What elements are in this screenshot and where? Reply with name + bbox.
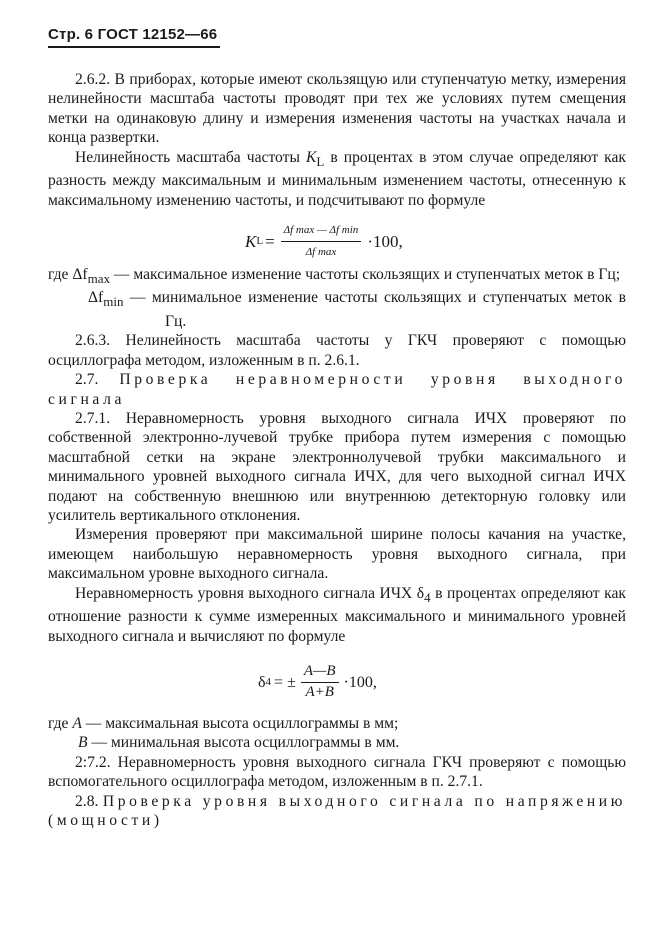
paragraph-nonlinearity-definition [48, 148, 626, 210]
def-a-symbol: A [72, 715, 82, 732]
section-2-7-title: Проверка неравномерности уровня выходного сигнала [48, 371, 626, 408]
formula-delta4-expression [258, 662, 377, 703]
formula-kl-denominator: Δf max [305, 246, 337, 259]
formula-kl-fraction [281, 221, 362, 263]
def-fmax-text: — максимальное изменение частоты скользящих и ступенчатых меток в Гц; [109, 265, 621, 283]
def-fmax-lead: где Δf [48, 265, 88, 283]
paragraph-2-6-3: 2.6.3. Нелинейность масштаба частоты у ГКЧ проверяют с помощью осциллографа методом, изложенным в п. 2.6.1. [48, 332, 626, 369]
formula-kl [48, 215, 626, 265]
page-header: Стр. 6 ГОСТ 12152—66 [48, 26, 218, 43]
def-fmin-lead: Δf [88, 289, 104, 307]
def-a-lead: где [48, 715, 73, 732]
formula-delta4-lhs: δ [258, 673, 266, 691]
def-a-text: — максимальная высота осциллограммы в мм; [81, 715, 399, 732]
text-span: в процентах определяют как отношение разности к сумме измеренных максимального и минимального уровней выходного сигнала и вычисляют по формуле [48, 584, 626, 645]
section-2-7-number: 2.7. [75, 371, 99, 389]
formula-kl-tail: ·100, [367, 232, 403, 252]
formula-delta4-fraction [301, 662, 339, 703]
definition-fmin [48, 288, 626, 331]
formula-kl-expression [245, 221, 403, 263]
text-span: в процентах в этом случае определяют как разность между максимальным и минимальным изменением частоты, отнесенную к максимальному изменению частоты, и подсчитывают по формуле [48, 148, 627, 209]
formula-delta4 [48, 654, 626, 714]
formula-delta4-equals: = ± [274, 673, 296, 691]
def-b-text: — минимальная высота осциллограммы в мм. [87, 734, 400, 752]
formula-delta4-numerator: A—B [301, 662, 339, 683]
formula-kl-numerator: Δf max — Δf min [281, 221, 362, 242]
section-2-8-title: Проверка уровня выходного сигнала по напряжению (мощности) [48, 792, 626, 830]
section-2-7-heading [48, 370, 626, 409]
symbol-k-subscript: L [316, 153, 325, 169]
document-body [48, 70, 626, 830]
paragraph-2-7-1-measurement: Измерения проверяют при максимальной ширине полосы качания на участке, имеющем наибольшую неравномерность уровня выходного сигнала, при максимальном уровне выходного сигнала. [48, 526, 626, 583]
formula-kl-equals: = [265, 232, 275, 252]
formula-kl-lhs: K [245, 232, 257, 252]
formula-delta4-tail: ·100, [343, 673, 377, 691]
definition-b [48, 733, 626, 752]
formula-kl-lhs-sub: L [256, 235, 264, 248]
text-span: Нелинейность масштаба частоты [75, 148, 300, 166]
paragraph-2-7-2: 2:7.2. Неравномерность уровня выходного сигнала ГКЧ проверяют с помощью вспомогательного осциллографа методом, изложенным в п. 2.7.1. [48, 753, 626, 791]
formula-delta4-lhs-sub: 4 [265, 675, 272, 688]
delta-subscript: 4 [424, 589, 431, 605]
paragraph-2-6-2: 2.6.2. В приборах, которые имеют скользящую или ступенчатую метку, измерения нелинейности масштаба частоты проводят при тех же условиях путем смещения метки на одинаковую длину и измерения изменения частоты на участках начала и конца развертки. [48, 71, 626, 147]
def-b-symbol: B [78, 734, 88, 752]
definition-a [48, 714, 626, 733]
def-fmin-sub: min [103, 294, 124, 310]
symbol-k: K [305, 148, 317, 166]
formula-delta4-denominator: A+B [305, 684, 334, 701]
header-underline [48, 46, 220, 48]
definition-fmax [48, 265, 626, 289]
def-fmin-text: — минимальное изменение частоты скользящих и ступенчатых меток в Гц. [123, 289, 626, 330]
paragraph-2-7-1-formula-intro [48, 584, 626, 646]
section-2-8-heading [48, 792, 626, 831]
section-2-8-number: 2.8. [75, 792, 99, 810]
text-span: Неравномерность уровня выходного сигнала ИЧХ δ [75, 584, 425, 602]
paragraph-2-7-1: 2.7.1. Неравномерность уровня выходного сигнала ИЧХ проверяют по собственной электронно-лучевой трубке прибора путем измерения с помощью масштабной сетки на экране электроннолучевой трубки максимального и минимального уровней выходного сигнала ИЧХ, для чего выходной сигнал ИЧХ подают на собственную внешнюю или внутреннюю детекторную головку или усилитель вертикального отклонения. [48, 410, 626, 525]
def-fmax-sub: max [87, 271, 110, 287]
